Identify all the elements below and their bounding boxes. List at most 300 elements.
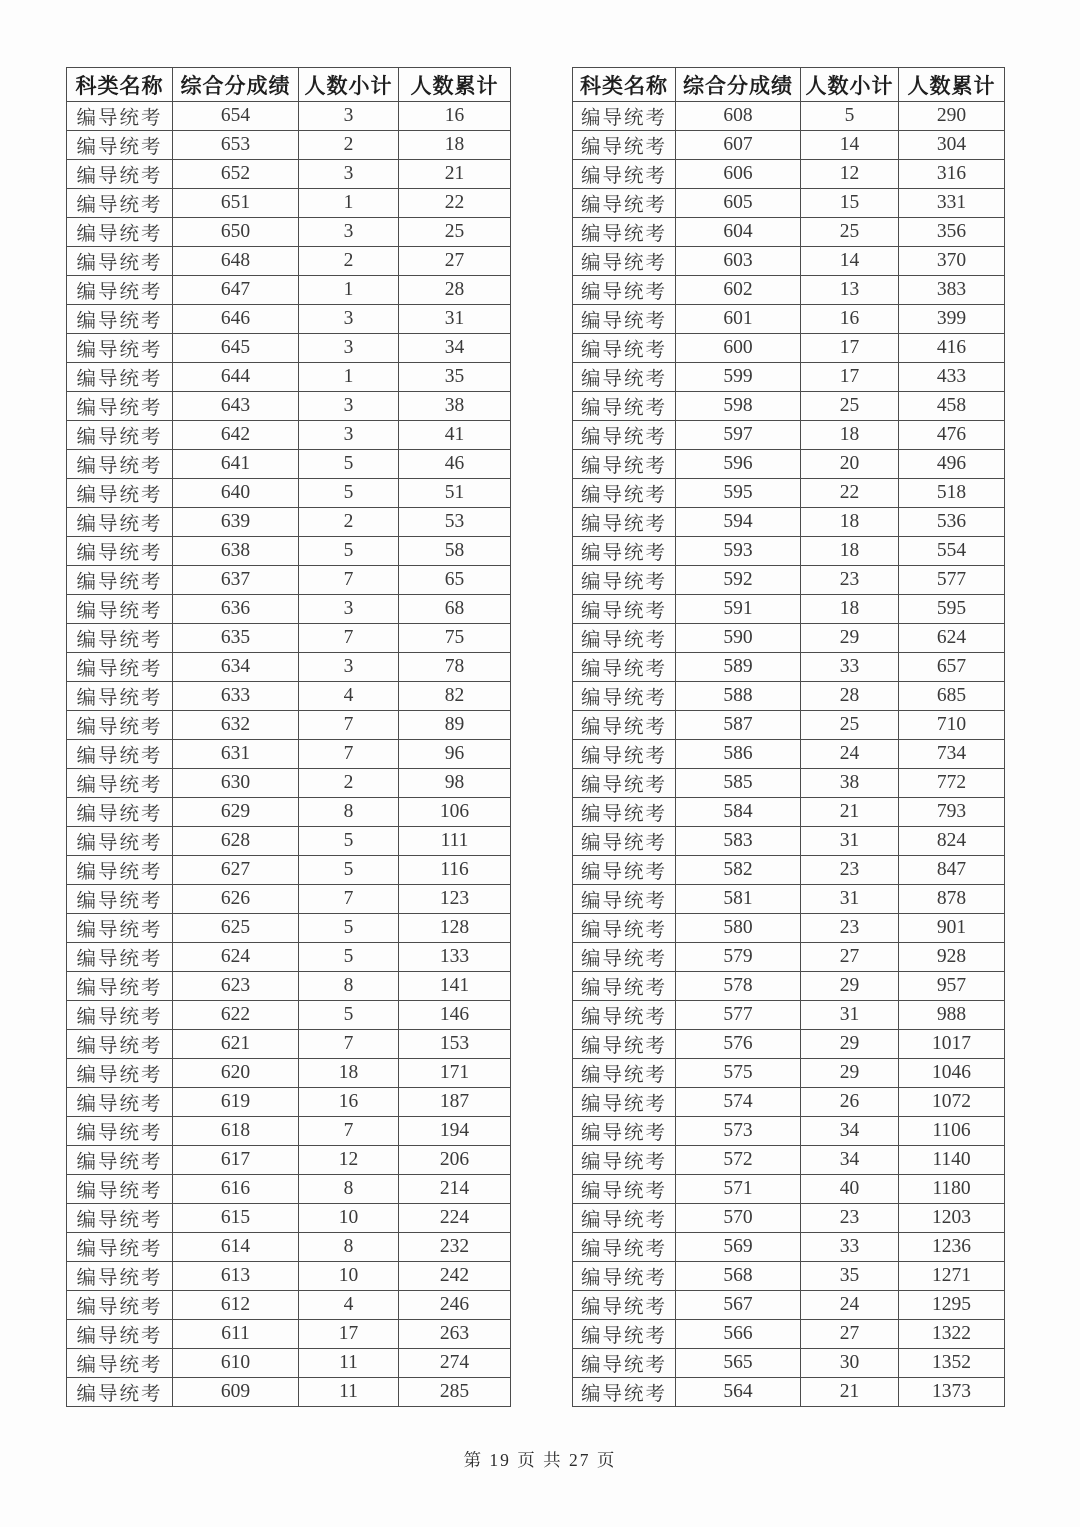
table-row <box>67 595 511 624</box>
score-cell: 591 <box>676 595 801 624</box>
cumulative-cell: 27 <box>399 247 511 276</box>
subtotal-cell: 5 <box>299 479 399 508</box>
table-row <box>67 479 511 508</box>
cumulative-cell: 710 <box>899 711 1005 740</box>
score-cell: 650 <box>173 218 299 247</box>
score-cell: 617 <box>173 1146 299 1175</box>
cumulative-cell: 1236 <box>899 1233 1005 1262</box>
category-cell: 编导统考 <box>67 363 173 392</box>
cumulative-cell: 356 <box>899 218 1005 247</box>
table-row <box>67 247 511 276</box>
score-cell: 595 <box>676 479 801 508</box>
subtotal-cell: 2 <box>299 247 399 276</box>
table-row <box>573 160 1005 189</box>
cumulative-cell: 21 <box>399 160 511 189</box>
table-row <box>67 1291 511 1320</box>
category-cell: 编导统考 <box>573 943 676 972</box>
score-cell: 567 <box>676 1291 801 1320</box>
category-cell: 编导统考 <box>573 566 676 595</box>
score-cell: 582 <box>676 856 801 885</box>
cumulative-cell: 214 <box>399 1175 511 1204</box>
category-cell: 编导统考 <box>67 1320 173 1349</box>
score-cell: 609 <box>173 1378 299 1407</box>
table-row <box>573 856 1005 885</box>
score-cell: 618 <box>173 1117 299 1146</box>
table-row <box>67 363 511 392</box>
category-cell: 编导统考 <box>573 276 676 305</box>
table-row <box>573 566 1005 595</box>
score-cell: 613 <box>173 1262 299 1291</box>
cumulative-cell: 31 <box>399 305 511 334</box>
subtotal-cell: 18 <box>801 421 899 450</box>
table-row <box>573 392 1005 421</box>
cumulative-cell: 847 <box>899 856 1005 885</box>
cumulative-cell: 25 <box>399 218 511 247</box>
score-cell: 654 <box>173 102 299 131</box>
category-cell: 编导统考 <box>573 1291 676 1320</box>
score-cell: 573 <box>676 1117 801 1146</box>
score-cell: 614 <box>173 1233 299 1262</box>
table-row <box>573 1204 1005 1233</box>
category-cell: 编导统考 <box>573 247 676 276</box>
category-cell: 编导统考 <box>573 508 676 537</box>
subtotal-cell: 35 <box>801 1262 899 1291</box>
cumulative-cell: 51 <box>399 479 511 508</box>
score-cell: 611 <box>173 1320 299 1349</box>
subtotal-cell: 34 <box>801 1146 899 1175</box>
cumulative-cell: 82 <box>399 682 511 711</box>
cumulative-cell: 194 <box>399 1117 511 1146</box>
table-row <box>573 1117 1005 1146</box>
score-cell: 628 <box>173 827 299 856</box>
score-cell: 574 <box>676 1088 801 1117</box>
cumulative-cell: 1072 <box>899 1088 1005 1117</box>
category-cell: 编导统考 <box>573 856 676 885</box>
score-cell: 640 <box>173 479 299 508</box>
table-row <box>67 392 511 421</box>
category-cell: 编导统考 <box>67 247 173 276</box>
table-row <box>573 1175 1005 1204</box>
category-cell: 编导统考 <box>573 479 676 508</box>
score-cell: 610 <box>173 1349 299 1378</box>
cumulative-cell: 1017 <box>899 1030 1005 1059</box>
category-cell: 编导统考 <box>573 914 676 943</box>
subtotal-cell: 29 <box>801 972 899 1001</box>
table-row <box>573 972 1005 1001</box>
score-cell: 579 <box>676 943 801 972</box>
category-cell: 编导统考 <box>67 914 173 943</box>
cumulative-cell: 41 <box>399 421 511 450</box>
subtotal-cell: 33 <box>801 653 899 682</box>
table-row <box>67 131 511 160</box>
category-cell: 编导统考 <box>573 972 676 1001</box>
table-row <box>67 972 511 1001</box>
subtotal-cell: 3 <box>299 218 399 247</box>
score-table-right <box>572 67 1005 1407</box>
category-cell: 编导统考 <box>573 624 676 653</box>
subtotal-cell: 8 <box>299 1175 399 1204</box>
score-cell: 577 <box>676 1001 801 1030</box>
subtotal-cell: 25 <box>801 392 899 421</box>
table-row <box>67 856 511 885</box>
score-cell: 592 <box>676 566 801 595</box>
table-row <box>67 218 511 247</box>
table-row <box>67 624 511 653</box>
category-cell: 编导统考 <box>573 1204 676 1233</box>
subtotal-cell: 3 <box>299 653 399 682</box>
category-cell: 编导统考 <box>573 392 676 421</box>
category-cell: 编导统考 <box>573 334 676 363</box>
cumulative-cell: 75 <box>399 624 511 653</box>
table-row <box>573 450 1005 479</box>
table-row <box>67 276 511 305</box>
subtotal-cell: 7 <box>299 624 399 653</box>
table-row <box>573 885 1005 914</box>
table-row <box>67 827 511 856</box>
category-cell: 编导统考 <box>573 1146 676 1175</box>
subtotal-cell: 11 <box>299 1349 399 1378</box>
table-row <box>573 1378 1005 1407</box>
category-cell: 编导统考 <box>573 131 676 160</box>
cumulative-cell: 988 <box>899 1001 1005 1030</box>
score-cell: 584 <box>676 798 801 827</box>
cumulative-cell: 331 <box>899 189 1005 218</box>
cumulative-cell: 518 <box>899 479 1005 508</box>
cumulative-cell: 657 <box>899 653 1005 682</box>
score-cell: 576 <box>676 1030 801 1059</box>
table-row <box>573 218 1005 247</box>
subtotal-cell: 8 <box>299 972 399 1001</box>
category-cell: 编导统考 <box>67 1262 173 1291</box>
score-cell: 606 <box>676 160 801 189</box>
category-cell: 编导统考 <box>573 450 676 479</box>
category-cell: 编导统考 <box>67 711 173 740</box>
page-footer <box>0 1447 1080 1472</box>
subtotal-cell: 3 <box>299 334 399 363</box>
category-cell: 编导统考 <box>67 1175 173 1204</box>
score-cell: 581 <box>676 885 801 914</box>
subtotal-cell: 27 <box>801 943 899 972</box>
table-row <box>67 682 511 711</box>
table-row <box>67 914 511 943</box>
score-cell: 623 <box>173 972 299 1001</box>
cumulative-cell: 399 <box>899 305 1005 334</box>
cumulative-cell: 58 <box>399 537 511 566</box>
table-row <box>67 1088 511 1117</box>
subtotal-cell: 29 <box>801 1059 899 1088</box>
table-row <box>573 1262 1005 1291</box>
table-row <box>573 334 1005 363</box>
subtotal-cell: 25 <box>801 711 899 740</box>
cumulative-cell: 1373 <box>899 1378 1005 1407</box>
category-cell: 编导统考 <box>573 740 676 769</box>
score-cell: 599 <box>676 363 801 392</box>
table-row <box>67 1117 511 1146</box>
table-row <box>573 537 1005 566</box>
cumulative-cell: 1046 <box>899 1059 1005 1088</box>
cumulative-cell: 878 <box>899 885 1005 914</box>
subtotal-cell: 16 <box>801 305 899 334</box>
category-cell: 编导统考 <box>67 1291 173 1320</box>
table-body-right <box>573 102 1005 1407</box>
subtotal-cell: 17 <box>801 334 899 363</box>
category-cell: 编导统考 <box>573 421 676 450</box>
header-row <box>67 68 511 102</box>
score-cell: 644 <box>173 363 299 392</box>
subtotal-cell: 8 <box>299 798 399 827</box>
subtotal-cell: 1 <box>299 276 399 305</box>
category-cell: 编导统考 <box>67 566 173 595</box>
score-cell: 634 <box>173 653 299 682</box>
subtotal-cell: 3 <box>299 102 399 131</box>
column-header: 科类名称 <box>573 68 676 102</box>
category-cell: 编导统考 <box>67 131 173 160</box>
subtotal-cell: 12 <box>801 160 899 189</box>
category-cell: 编导统考 <box>67 1117 173 1146</box>
table-row <box>67 740 511 769</box>
category-cell: 编导统考 <box>573 1349 676 1378</box>
table-row <box>573 682 1005 711</box>
subtotal-cell: 5 <box>801 102 899 131</box>
subtotal-cell: 16 <box>299 1088 399 1117</box>
cumulative-cell: 285 <box>399 1378 511 1407</box>
category-cell: 编导统考 <box>573 711 676 740</box>
cumulative-cell: 53 <box>399 508 511 537</box>
score-cell: 607 <box>676 131 801 160</box>
subtotal-cell: 7 <box>299 1030 399 1059</box>
subtotal-cell: 31 <box>801 827 899 856</box>
subtotal-cell: 23 <box>801 566 899 595</box>
column-header: 科类名称 <box>67 68 173 102</box>
cumulative-cell: 141 <box>399 972 511 1001</box>
table-row <box>67 1233 511 1262</box>
score-cell: 620 <box>173 1059 299 1088</box>
category-cell: 编导统考 <box>67 682 173 711</box>
cumulative-cell: 734 <box>899 740 1005 769</box>
category-cell: 编导统考 <box>67 595 173 624</box>
subtotal-cell: 27 <box>801 1320 899 1349</box>
category-cell: 编导统考 <box>67 885 173 914</box>
table-row <box>573 653 1005 682</box>
category-cell: 编导统考 <box>67 305 173 334</box>
subtotal-cell: 1 <box>299 189 399 218</box>
cumulative-cell: 1295 <box>899 1291 1005 1320</box>
cumulative-cell: 111 <box>399 827 511 856</box>
cumulative-cell: 187 <box>399 1088 511 1117</box>
score-cell: 630 <box>173 769 299 798</box>
cumulative-cell: 68 <box>399 595 511 624</box>
table-row <box>67 537 511 566</box>
subtotal-cell: 40 <box>801 1175 899 1204</box>
score-cell: 648 <box>173 247 299 276</box>
category-cell: 编导统考 <box>67 537 173 566</box>
cumulative-cell: 458 <box>899 392 1005 421</box>
score-cell: 615 <box>173 1204 299 1233</box>
subtotal-cell: 7 <box>299 1117 399 1146</box>
score-table-left <box>66 67 511 1407</box>
category-cell: 编导统考 <box>573 1059 676 1088</box>
subtotal-cell: 21 <box>801 798 899 827</box>
cumulative-cell: 246 <box>399 1291 511 1320</box>
cumulative-cell: 232 <box>399 1233 511 1262</box>
subtotal-cell: 15 <box>801 189 899 218</box>
score-cell: 600 <box>676 334 801 363</box>
cumulative-cell: 577 <box>899 566 1005 595</box>
table-row <box>67 189 511 218</box>
cumulative-cell: 224 <box>399 1204 511 1233</box>
table-row <box>573 1088 1005 1117</box>
cumulative-cell: 274 <box>399 1349 511 1378</box>
score-cell: 642 <box>173 421 299 450</box>
table-row <box>573 305 1005 334</box>
score-cell: 637 <box>173 566 299 595</box>
cumulative-cell: 96 <box>399 740 511 769</box>
subtotal-cell: 31 <box>801 885 899 914</box>
cumulative-cell: 1106 <box>899 1117 1005 1146</box>
category-cell: 编导统考 <box>573 595 676 624</box>
category-cell: 编导统考 <box>573 1262 676 1291</box>
category-cell: 编导统考 <box>67 1233 173 1262</box>
table-row <box>67 160 511 189</box>
score-cell: 616 <box>173 1175 299 1204</box>
cumulative-cell: 116 <box>399 856 511 885</box>
category-cell: 编导统考 <box>67 1204 173 1233</box>
cumulative-cell: 1352 <box>899 1349 1005 1378</box>
category-cell: 编导统考 <box>67 421 173 450</box>
cumulative-cell: 22 <box>399 189 511 218</box>
cumulative-cell: 1322 <box>899 1320 1005 1349</box>
category-cell: 编导统考 <box>67 1378 173 1407</box>
cumulative-cell: 824 <box>899 827 1005 856</box>
category-cell: 编导统考 <box>573 1175 676 1204</box>
table-row <box>573 1291 1005 1320</box>
score-cell: 575 <box>676 1059 801 1088</box>
category-cell: 编导统考 <box>573 653 676 682</box>
table-header-right <box>573 68 1005 102</box>
subtotal-cell: 18 <box>801 595 899 624</box>
subtotal-cell: 34 <box>801 1117 899 1146</box>
subtotal-cell: 29 <box>801 624 899 653</box>
column-header: 综合分成绩 <box>173 68 299 102</box>
subtotal-cell: 7 <box>299 740 399 769</box>
score-cell: 572 <box>676 1146 801 1175</box>
cumulative-cell: 793 <box>899 798 1005 827</box>
table-row <box>573 247 1005 276</box>
subtotal-cell: 28 <box>801 682 899 711</box>
column-header: 人数小计 <box>299 68 399 102</box>
subtotal-cell: 10 <box>299 1262 399 1291</box>
score-cell: 629 <box>173 798 299 827</box>
subtotal-cell: 18 <box>299 1059 399 1088</box>
subtotal-cell: 23 <box>801 914 899 943</box>
category-cell: 编导统考 <box>573 885 676 914</box>
category-cell: 编导统考 <box>67 189 173 218</box>
column-header: 人数累计 <box>899 68 1005 102</box>
score-cell: 626 <box>173 885 299 914</box>
subtotal-cell: 14 <box>801 131 899 160</box>
category-cell: 编导统考 <box>573 218 676 247</box>
subtotal-cell: 7 <box>299 711 399 740</box>
category-cell: 编导统考 <box>67 160 173 189</box>
subtotal-cell: 26 <box>801 1088 899 1117</box>
subtotal-cell: 24 <box>801 740 899 769</box>
cumulative-cell: 123 <box>399 885 511 914</box>
cumulative-cell: 383 <box>899 276 1005 305</box>
cumulative-cell: 1180 <box>899 1175 1005 1204</box>
score-cell: 565 <box>676 1349 801 1378</box>
cumulative-cell: 16 <box>399 102 511 131</box>
cumulative-cell: 89 <box>399 711 511 740</box>
cumulative-cell: 46 <box>399 450 511 479</box>
cumulative-cell: 536 <box>899 508 1005 537</box>
score-cell: 632 <box>173 711 299 740</box>
category-cell: 编导统考 <box>67 450 173 479</box>
category-cell: 编导统考 <box>67 334 173 363</box>
category-cell: 编导统考 <box>573 160 676 189</box>
subtotal-cell: 17 <box>299 1320 399 1349</box>
category-cell: 编导统考 <box>67 972 173 1001</box>
table-row <box>573 421 1005 450</box>
score-cell: 602 <box>676 276 801 305</box>
score-cell: 646 <box>173 305 299 334</box>
subtotal-cell: 7 <box>299 885 399 914</box>
category-cell: 编导统考 <box>67 218 173 247</box>
page-number-text: 第 19 页 共 27 页 <box>463 1450 617 1470</box>
score-cell: 621 <box>173 1030 299 1059</box>
cumulative-cell: 28 <box>399 276 511 305</box>
table-row <box>573 1001 1005 1030</box>
category-cell: 编导统考 <box>573 189 676 218</box>
subtotal-cell: 3 <box>299 392 399 421</box>
cumulative-cell: 496 <box>899 450 1005 479</box>
score-cell: 587 <box>676 711 801 740</box>
table-row <box>67 1320 511 1349</box>
subtotal-cell: 25 <box>801 218 899 247</box>
category-cell: 编导统考 <box>573 1378 676 1407</box>
category-cell: 编导统考 <box>573 1233 676 1262</box>
score-cell: 604 <box>676 218 801 247</box>
category-cell: 编导统考 <box>67 798 173 827</box>
subtotal-cell: 11 <box>299 1378 399 1407</box>
subtotal-cell: 17 <box>801 363 899 392</box>
category-cell: 编导统考 <box>67 479 173 508</box>
subtotal-cell: 10 <box>299 1204 399 1233</box>
subtotal-cell: 22 <box>801 479 899 508</box>
cumulative-cell: 476 <box>899 421 1005 450</box>
score-cell: 598 <box>676 392 801 421</box>
cumulative-cell: 18 <box>399 131 511 160</box>
score-cell: 619 <box>173 1088 299 1117</box>
subtotal-cell: 4 <box>299 682 399 711</box>
score-cell: 638 <box>173 537 299 566</box>
table-row <box>573 189 1005 218</box>
cumulative-cell: 928 <box>899 943 1005 972</box>
category-cell: 编导统考 <box>573 1320 676 1349</box>
subtotal-cell: 23 <box>801 1204 899 1233</box>
cumulative-cell: 370 <box>899 247 1005 276</box>
table-row <box>573 1146 1005 1175</box>
table-row <box>67 508 511 537</box>
subtotal-cell: 18 <box>801 537 899 566</box>
table-row <box>573 914 1005 943</box>
table-row <box>67 1030 511 1059</box>
subtotal-cell: 29 <box>801 1030 899 1059</box>
category-cell: 编导统考 <box>67 653 173 682</box>
subtotal-cell: 23 <box>801 856 899 885</box>
score-cell: 641 <box>173 450 299 479</box>
category-cell: 编导统考 <box>67 1001 173 1030</box>
category-cell: 编导统考 <box>573 1030 676 1059</box>
